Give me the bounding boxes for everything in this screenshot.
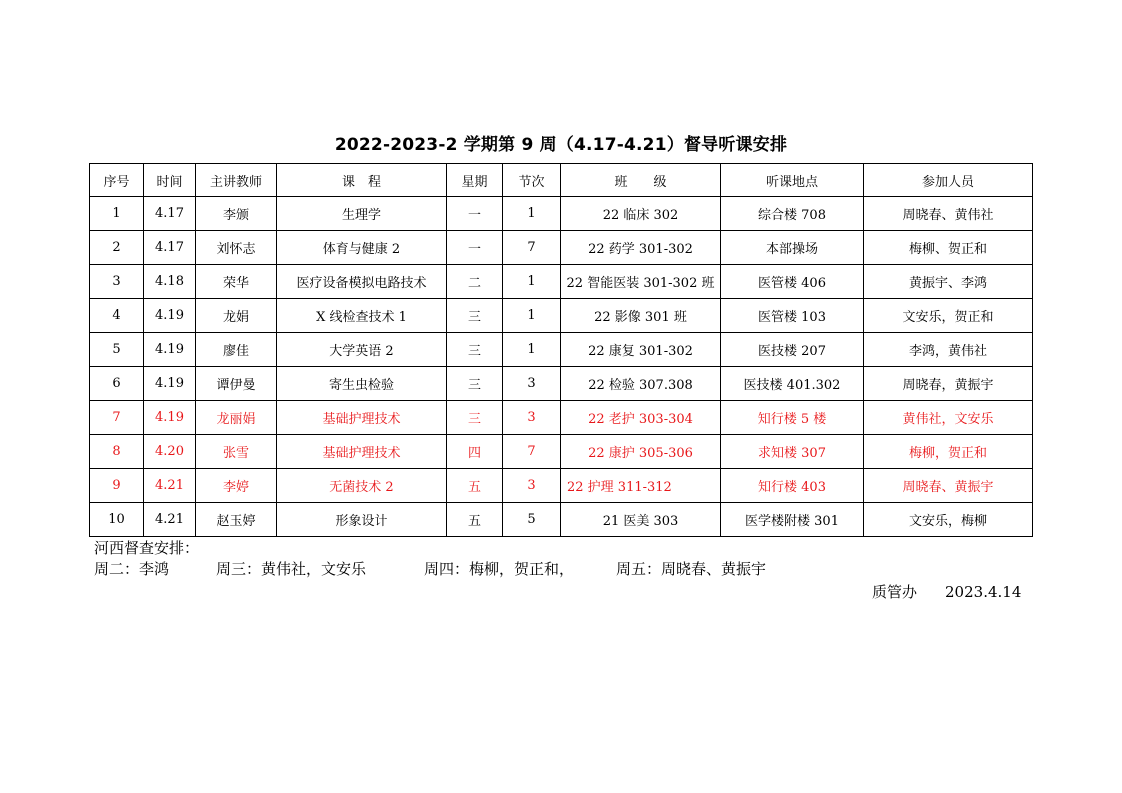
table-row	[90, 265, 1033, 299]
cell-index: 1	[90, 197, 144, 231]
cell-date: 4.19	[144, 401, 196, 435]
cell-location: 医技楼 401.302	[721, 367, 864, 401]
cell-course: 基础护理技术	[277, 435, 447, 469]
hexi-wednesday: 周三：黄伟社，文安乐	[216, 560, 367, 578]
table-row	[90, 401, 1033, 435]
table-header-row	[90, 164, 1033, 197]
cell-attendees: 周晓春，黄振宇	[864, 367, 1033, 401]
cell-teacher: 张雪	[196, 435, 277, 469]
cell-course: X 线检查技术 1	[277, 299, 447, 333]
cell-period: 7	[503, 231, 561, 265]
table-row	[90, 333, 1033, 367]
signature-date: 2023.4.14	[945, 583, 1022, 601]
cell-period: 3	[503, 401, 561, 435]
cell-location: 综合楼 708	[721, 197, 864, 231]
cell-location: 求知楼 307	[721, 435, 864, 469]
cell-index: 2	[90, 231, 144, 265]
cell-course: 医疗设备模拟电路技术	[277, 265, 447, 299]
cell-teacher: 李颁	[196, 197, 277, 231]
hexi-friday: 周五：周晓春、黄振宇	[616, 560, 767, 578]
cell-class: 21 医美 303	[561, 503, 721, 537]
cell-weekday: 五	[447, 503, 503, 537]
hexi-tuesday: 周二：李鸿	[94, 560, 170, 578]
col-header-class: 班 级	[561, 164, 721, 197]
cell-class: 22 护理 311-312	[561, 469, 721, 503]
cell-teacher: 李婷	[196, 469, 277, 503]
cell-index: 4	[90, 299, 144, 333]
cell-date: 4.19	[144, 299, 196, 333]
schedule-table	[89, 163, 1033, 537]
table-row	[90, 469, 1033, 503]
cell-period: 1	[503, 197, 561, 231]
cell-date: 4.20	[144, 435, 196, 469]
cell-course: 无菌技术 2	[277, 469, 447, 503]
cell-date: 4.17	[144, 231, 196, 265]
cell-course: 寄生虫检验	[277, 367, 447, 401]
cell-index: 7	[90, 401, 144, 435]
cell-attendees: 梅柳，贺正和	[864, 435, 1033, 469]
cell-weekday: 一	[447, 197, 503, 231]
cell-weekday: 四	[447, 435, 503, 469]
cell-attendees: 黄振宇、李鸿	[864, 265, 1033, 299]
hexi-inspection-label: 河西督查安排：	[94, 539, 200, 557]
cell-period: 3	[503, 469, 561, 503]
cell-teacher: 龙娟	[196, 299, 277, 333]
cell-weekday: 三	[447, 401, 503, 435]
cell-attendees: 文安乐，梅柳	[864, 503, 1033, 537]
signature	[872, 581, 1021, 602]
cell-attendees: 梅柳、贺正和	[864, 231, 1033, 265]
cell-class: 22 康护 305-306	[561, 435, 721, 469]
cell-period: 7	[503, 435, 561, 469]
cell-period: 1	[503, 333, 561, 367]
cell-attendees: 周晓春、黄振宇	[864, 469, 1033, 503]
col-header-period: 节次	[503, 164, 561, 197]
cell-attendees: 文安乐，贺正和	[864, 299, 1033, 333]
document-title: 2022-2023-2 学期第 9 周（4.17-4.21）督导听课安排	[334, 135, 788, 155]
cell-course: 形象设计	[277, 503, 447, 537]
cell-date: 4.21	[144, 469, 196, 503]
cell-location: 本部操场	[721, 231, 864, 265]
table-row	[90, 197, 1033, 231]
cell-weekday: 二	[447, 265, 503, 299]
cell-class: 22 影像 301 班	[561, 299, 721, 333]
cell-date: 4.21	[144, 503, 196, 537]
cell-weekday: 一	[447, 231, 503, 265]
cell-location: 医学楼附楼 301	[721, 503, 864, 537]
cell-weekday: 三	[447, 333, 503, 367]
cell-index: 8	[90, 435, 144, 469]
cell-class: 22 临床 302	[561, 197, 721, 231]
cell-location: 知行楼 5 楼	[721, 401, 864, 435]
cell-index: 10	[90, 503, 144, 537]
col-header-index: 序号	[90, 164, 144, 197]
table-row	[90, 367, 1033, 401]
cell-teacher: 刘怀志	[196, 231, 277, 265]
cell-location: 医管楼 406	[721, 265, 864, 299]
cell-attendees: 黄伟社，文安乐	[864, 401, 1033, 435]
cell-attendees: 周晓春、黄伟社	[864, 197, 1033, 231]
cell-weekday: 五	[447, 469, 503, 503]
cell-teacher: 谭伊曼	[196, 367, 277, 401]
col-header-attendees: 参加人员	[864, 164, 1033, 197]
cell-teacher: 赵玉婷	[196, 503, 277, 537]
col-header-teacher: 主讲教师	[196, 164, 277, 197]
cell-course: 大学英语 2	[277, 333, 447, 367]
cell-location: 医管楼 103	[721, 299, 864, 333]
table-row	[90, 503, 1033, 537]
cell-weekday: 三	[447, 299, 503, 333]
cell-index: 5	[90, 333, 144, 367]
cell-period: 3	[503, 367, 561, 401]
cell-period: 5	[503, 503, 561, 537]
cell-class: 22 检验 307.308	[561, 367, 721, 401]
cell-index: 6	[90, 367, 144, 401]
cell-date: 4.17	[144, 197, 196, 231]
table-row	[90, 231, 1033, 265]
cell-teacher: 荣华	[196, 265, 277, 299]
cell-teacher: 龙丽娟	[196, 401, 277, 435]
col-header-date: 时间	[144, 164, 196, 197]
cell-course: 基础护理技术	[277, 401, 447, 435]
cell-class: 22 智能医装 301-302 班	[561, 265, 721, 299]
cell-date: 4.19	[144, 367, 196, 401]
signature-office: 质管办	[872, 583, 918, 601]
cell-class: 22 康复 301-302	[561, 333, 721, 367]
col-header-course: 课 程	[277, 164, 447, 197]
col-header-location: 听课地点	[721, 164, 864, 197]
cell-period: 1	[503, 299, 561, 333]
cell-location: 医技楼 207	[721, 333, 864, 367]
hexi-inspection-schedule	[94, 558, 766, 579]
cell-class: 22 药学 301-302	[561, 231, 721, 265]
cell-date: 4.19	[144, 333, 196, 367]
cell-period: 1	[503, 265, 561, 299]
hexi-thursday: 周四：梅柳，贺正和，	[424, 560, 575, 578]
cell-weekday: 三	[447, 367, 503, 401]
cell-date: 4.18	[144, 265, 196, 299]
cell-index: 3	[90, 265, 144, 299]
table-row	[90, 435, 1033, 469]
table-row	[90, 299, 1033, 333]
cell-index: 9	[90, 469, 144, 503]
cell-class: 22 老护 303-304	[561, 401, 721, 435]
cell-location: 知行楼 403	[721, 469, 864, 503]
cell-teacher: 廖佳	[196, 333, 277, 367]
cell-attendees: 李鸿，黄伟社	[864, 333, 1033, 367]
cell-course: 生理学	[277, 197, 447, 231]
col-header-weekday: 星期	[447, 164, 503, 197]
cell-course: 体育与健康 2	[277, 231, 447, 265]
